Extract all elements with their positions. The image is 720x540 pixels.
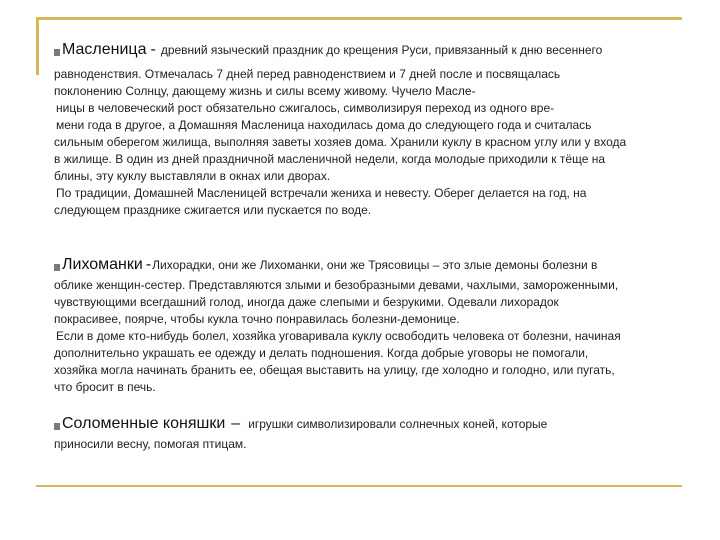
body-line: сильным оберегом жилища, выполняя заветы хозяев дома. Хранили куклу в красном углу или у входа [54,135,627,149]
section-heading [54,41,674,59]
term-dash: – [231,415,241,432]
body-line: чувствующими всегдашний голод, иногда даже слепыми и безрукими. Одевали лихорадок [54,295,559,309]
term-dash: - [150,41,156,58]
bullet-icon [54,49,60,56]
top-rule [36,17,682,20]
body-line: что бросит в печь. [54,380,156,394]
section-heading [54,256,674,274]
body-line: ницы в человеческий рост обязательно сжигалось, символизируя переход из одного вре- [56,101,555,115]
section-lead: Лихорадки, они же Лихоманки, они же Трясовицы – это злые демоны болезни в [152,258,598,272]
body-line: следующем празднике сжигается или пускается по воде. [54,203,372,217]
body-line: мени года в другое, а Домашняя Масленица находилась дома до следующего года и считалась [56,118,592,132]
section-term: Соломенные коняшки [62,415,226,432]
section-lead: игрушки символизировали солнечных коней, которые [248,417,548,431]
section-maslenitsa [54,41,674,219]
body-line: облике женщин-сестер. Представляются злыми и безобразными девами, чахлыми, замороженными, [54,278,619,292]
section-heading [54,415,674,433]
section-solomennye-konyashki [54,415,674,453]
body-line: Если в доме кто-нибудь болел, хозяйка уговаривала куклу освободить человека от болезни, начиная [56,329,621,343]
term-dash: - [145,256,152,273]
body-line: дополнительно украшать ее одежду и делать подношения. Когда добрые уговоры не помогали, [54,346,589,360]
body-line: хозяйка могла начинать бранить ее, обещая выставить на улицу, где холодно и голодно, или пугать, [54,363,615,377]
body-line: в жилище. В один из дней праздничной масленичной недели, когда молодые приходили к тёще на [54,152,606,166]
bullet-icon [54,423,60,430]
body-line: По традиции, Домашней Масленицей встречали жениха и невесту. Оберег делается на год, на [56,186,587,200]
section-term: Лихоманки [62,256,143,273]
bullet-icon [54,264,60,271]
body-line: блины, эту куклу выставляли в окнах или дворах. [54,169,331,183]
body-line: покрасивее, поярче, чтобы кукла точно понравилась болезни-демонице. [54,312,460,326]
section-term: Масленица [62,41,147,58]
body-line: равноденствия. Отмечалась 7 дней перед равноденствием и 7 дней после и посвящалась [54,67,561,81]
body-line: приносили весну, помогая птицам. [54,437,247,451]
section-lead: древний языческий праздник до крещения Руси, привязанный к дню весеннего [160,43,603,57]
body-line: поклонению Солнцу, дающему жизнь и силы всему живому. Чучело Масле- [54,84,476,98]
left-rule [36,17,39,75]
section-likhomanki [54,256,674,396]
bottom-rule [36,485,682,487]
